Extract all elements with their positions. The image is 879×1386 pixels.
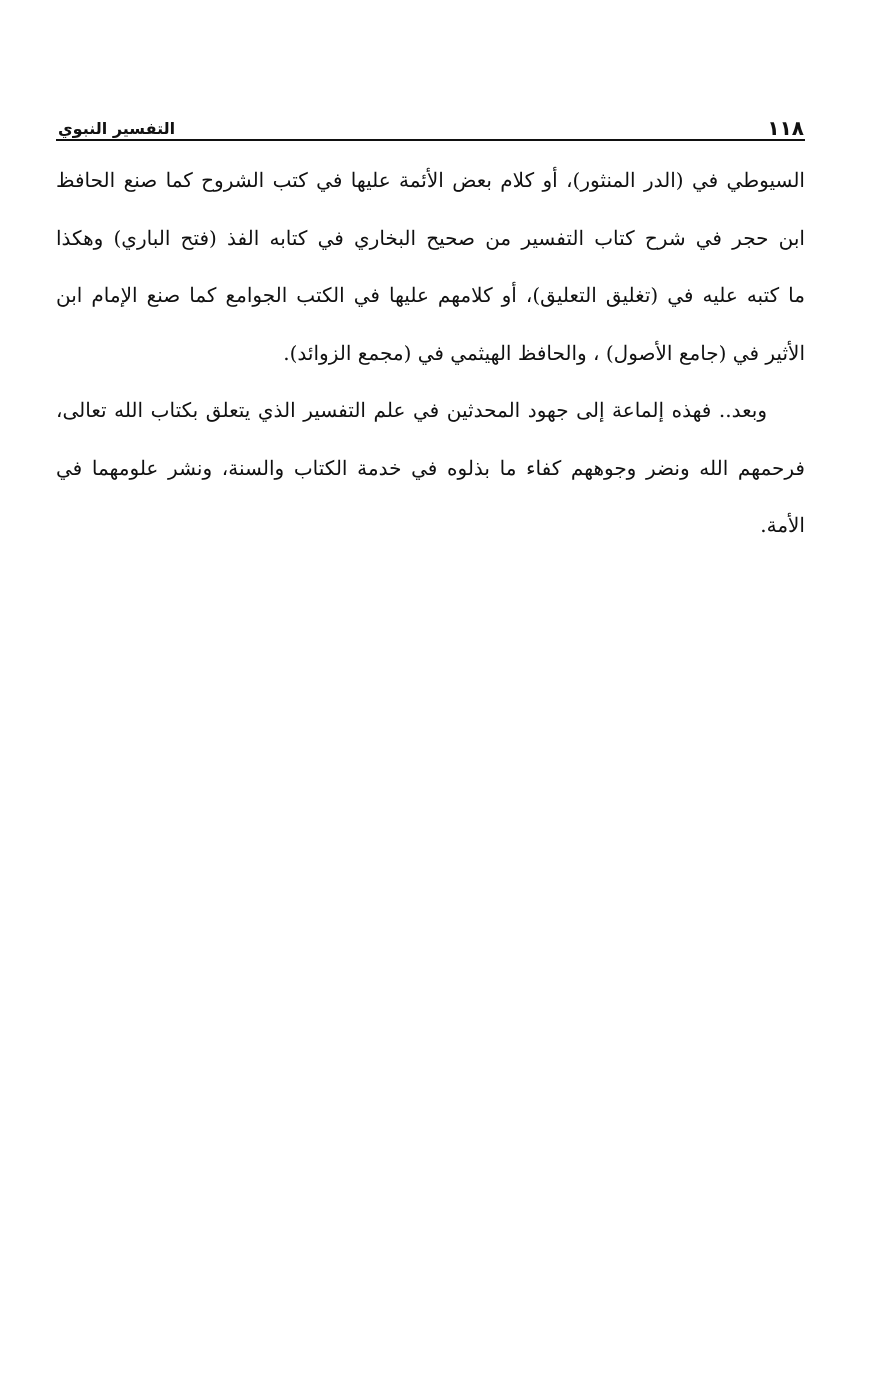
text-line: ما كتبه عليه في (تغليق التعليق)، أو كلامهم عليها في الكتب الجوامع كما صنع الإمام ابن [56, 283, 805, 307]
text-line: الأثير في (جامع الأصول) ، والحافظ الهيثمي في (مجمع الزوائد). [283, 340, 805, 365]
header-rule [56, 139, 805, 141]
text-line: وبعد.. فهذه إلماعة إلى جهود المحدثين في علم التفسير الذي يتعلق بكتاب الله تعالى، [56, 398, 767, 422]
running-title: التفسير النبوي [58, 119, 176, 138]
body-text [56, 152, 805, 555]
paragraph [56, 382, 805, 555]
page-header [58, 114, 804, 140]
paragraph [56, 152, 805, 382]
page-number: ١١٨ [767, 116, 804, 140]
text-line: السيوطي في (الدر المنثور)، أو كلام بعض الأئمة عليها في كتب الشروح كما صنع الحافظ [56, 168, 805, 192]
text-line: ابن حجر في شرح كتاب التفسير من صحيح البخاري في كتابه الفذ (فتح الباري) وهكذا [56, 225, 805, 250]
text-line: فرحمهم الله ونضر وجوههم كفاء ما بذلوه في خدمة الكتاب والسنة، ونشر علومهما في [56, 455, 805, 480]
text-line: الأمة. [760, 513, 805, 537]
